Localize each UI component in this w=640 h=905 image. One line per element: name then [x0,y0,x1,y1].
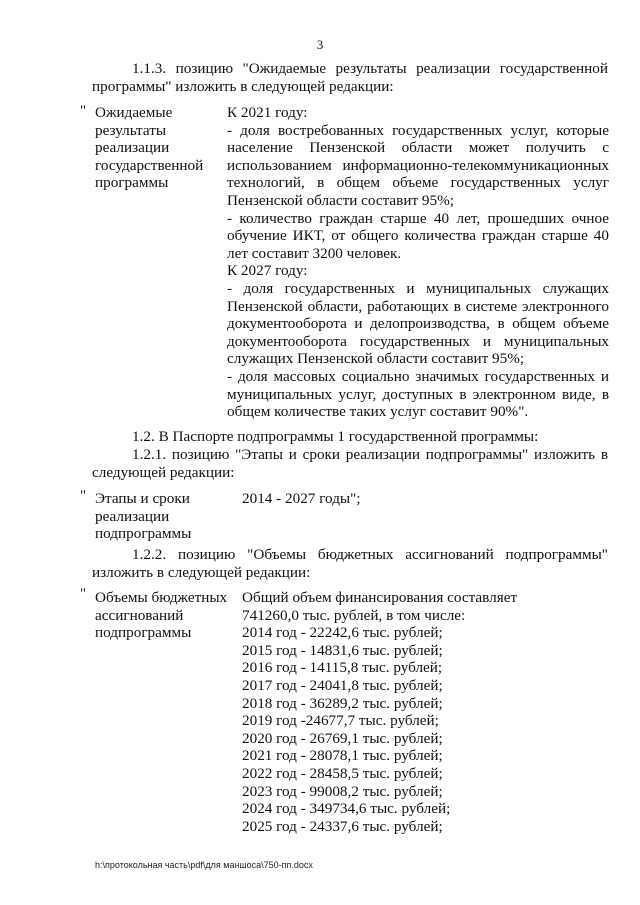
open-quote: " [80,103,87,119]
funding-line: 2017 год - 24041,8 тыс. рублей; [242,676,443,694]
item-1-2-2: 1.2.2. позицию "Объемы бюджетных ассигнований подпрограммы" изложить в следующей редакции: [92,546,608,581]
funding-line: 2015 год - 14831,6 тыс. рублей; [242,641,443,659]
file-path-footer: h:\протокольная часть\pdf\для маншоса\750-пп.docx [95,860,313,870]
funding-line: 2025 год - 24337,6 тыс. рублей; [242,817,443,835]
funding-line: 2020 год - 26769,1 тыс. рублей; [242,729,443,747]
funding-line: 2022 год - 28458,5 тыс. рублей; [242,764,443,782]
funding-line: 2016 год - 14115,8 тыс. рублей; [242,659,443,677]
block1-paragraph: - доля востребованных государственных услуг, которые население Пензенской области может получить с использованием информационно-телекоммуникационных технологий, в общем объеме государственных услуг Пензенской области составит 95%; [227,121,609,209]
item-1-2-1: 1.2.1. позицию "Этапы и сроки реализации подпрограммы" изложить в следующей редакции: [92,446,608,481]
block3-content [242,589,612,835]
funding-line: 2018 год - 36289,2 тыс. рублей; [242,694,443,712]
funding-line: 741260,0 тыс. рублей, в том числе: [242,606,466,624]
block2-label: Этапы и сроки реализации подпрограммы [95,490,192,543]
funding-line: Общий объем финансирования составляет [242,589,518,606]
block1-paragraph: - доля массовых социально значимых государственных и муниципальных услуг, доступных в электронном виде, в общем количестве таких услуг составит 90%". [227,367,609,421]
block2-value: 2014 - 2027 годы"; [242,490,361,507]
funding-line: 2014 год - 22242,6 тыс. рублей; [242,624,443,642]
funding-line: 2024 год - 349734,6 тыс. рублей; [242,800,451,818]
block1-label: Ожидаемые результаты реализации государственной программы [95,104,204,192]
item-1-1-3: 1.1.3. позицию "Ожидаемые результаты реализации государственной программы" изложить в следующей редакции: [92,60,608,95]
open-quote: " [80,586,87,602]
block3-label: Объемы бюджетных ассигнований подпрограммы [95,589,228,642]
funding-line: 2021 год - 28078,1 тыс. рублей; [242,747,443,765]
block1-paragraph: К 2021 году: [227,104,308,121]
block1-paragraph: К 2027 году: [227,262,308,280]
block1-paragraph: - доля государственных и муниципальных служащих Пензенской области, работающих в системе электронного документооборота и делопроизводства, в общем объеме документооборота государственных и муниципальных служащих Пензенской области составит 95%; [227,279,609,368]
funding-line: 2023 год - 99008,2 тыс. рублей; [242,782,443,800]
block1-paragraph: - количество граждан старше 40 лет, прошедших очное обучение ИКТ, от общего количества граждан старше 40 лет составит 3200 человек. [227,209,609,262]
block1-content [227,104,609,421]
funding-line: 2019 год -24677,7 тыс. рублей; [242,712,439,730]
page-number: 3 [316,37,324,52]
item-1-2: 1.2. В Паспорте подпрограммы 1 государственной программы: [132,428,539,445]
open-quote: " [80,488,87,504]
